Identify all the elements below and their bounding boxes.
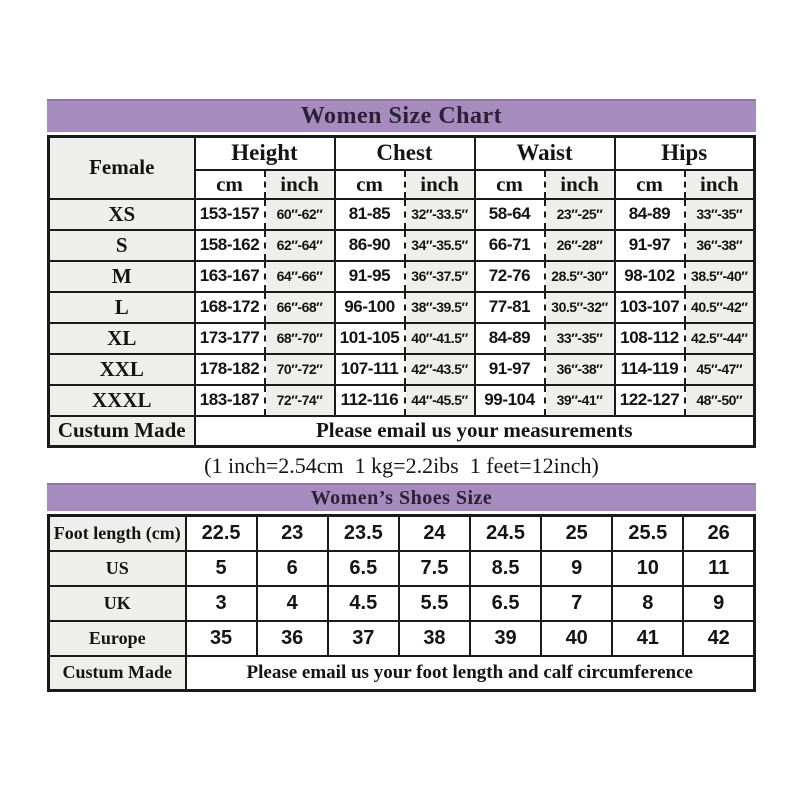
shoe-size-cell: 25.5: [612, 516, 683, 551]
measurement-cell: 39″-41″: [545, 385, 615, 416]
measurement-cell: 40.5″-42″: [685, 292, 755, 323]
shoe-size-cell: 24.5: [470, 516, 541, 551]
measurement-cell: 153-157: [195, 199, 265, 230]
measurement-cell: 38.5″-40″: [685, 261, 755, 292]
custom-made-label: Custum Made: [49, 416, 195, 447]
measurement-cell: 112-116: [335, 385, 405, 416]
measurement-cell: 62″-64″: [265, 230, 335, 261]
chest-header-cell: Chest: [335, 137, 475, 170]
measurement-cell: 42″-43.5″: [405, 354, 475, 385]
female-header-cell: Female: [49, 137, 195, 199]
measurement-cell: 66″-68″: [265, 292, 335, 323]
shoe-row: [49, 586, 755, 621]
shoe-size-cell: 26: [683, 516, 754, 551]
measurement-cell: 107-111: [335, 354, 405, 385]
shoe-size-cell: 22.5: [186, 516, 257, 551]
custom-made-message: Please email us your measurements: [195, 416, 755, 447]
measurement-cell: 23″-25″: [545, 199, 615, 230]
shoe-size-cell: 36: [257, 621, 328, 656]
shoe-row-label: Foot length (cm): [49, 516, 186, 551]
measurement-cell: 86-90: [335, 230, 405, 261]
women-size-chart-title-bar: [47, 99, 756, 132]
measurement-cell: 84-89: [475, 323, 545, 354]
hips-inch-header: inch: [685, 170, 755, 199]
measurement-cell: 81-85: [335, 199, 405, 230]
measurement-cell: 36″-38″: [545, 354, 615, 385]
shoe-size-cell: 39: [470, 621, 541, 656]
shoe-size-cell: 40: [541, 621, 612, 656]
shoe-size-cell: 11: [683, 551, 754, 586]
shoe-size-cell: 6.5: [470, 586, 541, 621]
measurement-cell: 34″-35.5″: [405, 230, 475, 261]
shoe-size-cell: 7.5: [399, 551, 470, 586]
measurement-cell: 84-89: [615, 199, 685, 230]
shoe-size-cell: 8: [612, 586, 683, 621]
custom-made-row: [49, 416, 755, 447]
measurement-cell: 77-81: [475, 292, 545, 323]
shoe-size-cell: 41: [612, 621, 683, 656]
measurement-cell: 66-71: [475, 230, 545, 261]
measurement-cell: 33″-35″: [545, 323, 615, 354]
women-shoes-size-section: [47, 483, 756, 692]
measurement-cell: 103-107: [615, 292, 685, 323]
measurement-cell: 108-112: [615, 323, 685, 354]
size-chart-page: [47, 99, 756, 692]
hips-cm-header: cm: [615, 170, 685, 199]
measurement-cell: 163-167: [195, 261, 265, 292]
measurement-cell: 91-95: [335, 261, 405, 292]
size-row-label: S: [49, 230, 195, 261]
chest-inch-header: inch: [405, 170, 475, 199]
conversion-note: (1 inch=2.54cm 1 kg=2.2ibs 1 feet=12inch): [204, 453, 599, 478]
shoe-size-cell: 4.5: [328, 586, 399, 621]
shoe-size-cell: 5: [186, 551, 257, 586]
women-size-chart-section: [47, 99, 756, 448]
shoe-size-cell: 23.5: [328, 516, 399, 551]
measurement-cell: 122-127: [615, 385, 685, 416]
chest-cm-header: cm: [335, 170, 405, 199]
shoe-size-cell: 6.5: [328, 551, 399, 586]
measurement-cell: 60″-62″: [265, 199, 335, 230]
shoe-size-cell: 8.5: [470, 551, 541, 586]
height-cm-header: cm: [195, 170, 265, 199]
shoe-size-cell: 42: [683, 621, 754, 656]
waist-cm-header: cm: [475, 170, 545, 199]
shoe-size-cell: 3: [186, 586, 257, 621]
size-row: [49, 230, 755, 261]
measurement-cell: 28.5″-30″: [545, 261, 615, 292]
measurement-cell: 64″-66″: [265, 261, 335, 292]
measurement-cell: 101-105: [335, 323, 405, 354]
women-size-chart-title: Women Size Chart: [300, 103, 503, 129]
custom-made-message: Please email us your foot length and calf circumference: [186, 656, 755, 691]
size-row-label: XL: [49, 323, 195, 354]
measurement-cell: 36″-37.5″: [405, 261, 475, 292]
women-shoes-size-title-bar: [47, 483, 756, 511]
shoe-row: [49, 621, 755, 656]
size-row-label: XS: [49, 199, 195, 230]
height-header-cell: Height: [195, 137, 335, 170]
height-inch-header: inch: [265, 170, 335, 199]
shoe-size-cell: 5.5: [399, 586, 470, 621]
shoe-row-label: Europe: [49, 621, 186, 656]
measurement-cell: 158-162: [195, 230, 265, 261]
shoe-size-cell: 10: [612, 551, 683, 586]
shoe-row-label: UK: [49, 586, 186, 621]
size-row: [49, 385, 755, 416]
measurement-cell: 72″-74″: [265, 385, 335, 416]
shoe-size-cell: 25: [541, 516, 612, 551]
women-size-chart-table: [47, 135, 756, 448]
measurement-cell: 98-102: [615, 261, 685, 292]
measurement-cell: 70″-72″: [265, 354, 335, 385]
size-row-label: XXXL: [49, 385, 195, 416]
measurement-cell: 40″-41.5″: [405, 323, 475, 354]
shoe-size-cell: 9: [541, 551, 612, 586]
shoe-size-cell: 37: [328, 621, 399, 656]
shoe-row-label: US: [49, 551, 186, 586]
size-row: [49, 292, 755, 323]
shoe-row: [49, 551, 755, 586]
shoe-size-cell: 7: [541, 586, 612, 621]
measurement-cell: 178-182: [195, 354, 265, 385]
size-row: [49, 323, 755, 354]
measurement-cell: 26″-28″: [545, 230, 615, 261]
size-row: [49, 354, 755, 385]
shoe-size-cell: 38: [399, 621, 470, 656]
measurement-cell: 33″-35″: [685, 199, 755, 230]
women-shoes-size-title: Women’s Shoes Size: [310, 486, 493, 509]
shoe-row: [49, 516, 755, 551]
custom-made-row: [49, 656, 755, 691]
measurement-cell: 38″-39.5″: [405, 292, 475, 323]
shoe-size-cell: 35: [186, 621, 257, 656]
shoe-size-cell: 6: [257, 551, 328, 586]
measurement-cell: 96-100: [335, 292, 405, 323]
shoe-size-cell: 23: [257, 516, 328, 551]
waist-inch-header: inch: [545, 170, 615, 199]
measurement-cell: 45″-47″: [685, 354, 755, 385]
measurement-cell: 30.5″-32″: [545, 292, 615, 323]
measurement-cell: 173-177: [195, 323, 265, 354]
measurement-cell: 168-172: [195, 292, 265, 323]
measurement-cell: 99-104: [475, 385, 545, 416]
size-row: [49, 199, 755, 230]
measurement-cell: 91-97: [475, 354, 545, 385]
measurement-cell: 32″-33.5″: [405, 199, 475, 230]
custom-made-label: Custum Made: [49, 656, 186, 691]
size-row-label: L: [49, 292, 195, 323]
measurement-cell: 72-76: [475, 261, 545, 292]
women-shoes-size-table: [47, 514, 756, 692]
measurement-cell: 68″-70″: [265, 323, 335, 354]
shoe-size-cell: 4: [257, 586, 328, 621]
size-row: [49, 261, 755, 292]
measurement-cell: 91-97: [615, 230, 685, 261]
size-row-label: M: [49, 261, 195, 292]
waist-header-cell: Waist: [475, 137, 615, 170]
shoe-size-cell: 24: [399, 516, 470, 551]
measurement-cell: 44″-45.5″: [405, 385, 475, 416]
size-row-label: XXL: [49, 354, 195, 385]
measurement-cell: 183-187: [195, 385, 265, 416]
shoe-size-cell: 9: [683, 586, 754, 621]
measurement-cell: 48″-50″: [685, 385, 755, 416]
measurement-cell: 114-119: [615, 354, 685, 385]
measurement-cell: 36″-38″: [685, 230, 755, 261]
measurement-cell: 42.5″-44″: [685, 323, 755, 354]
measurement-cell: 58-64: [475, 199, 545, 230]
hips-header-cell: Hips: [615, 137, 755, 170]
